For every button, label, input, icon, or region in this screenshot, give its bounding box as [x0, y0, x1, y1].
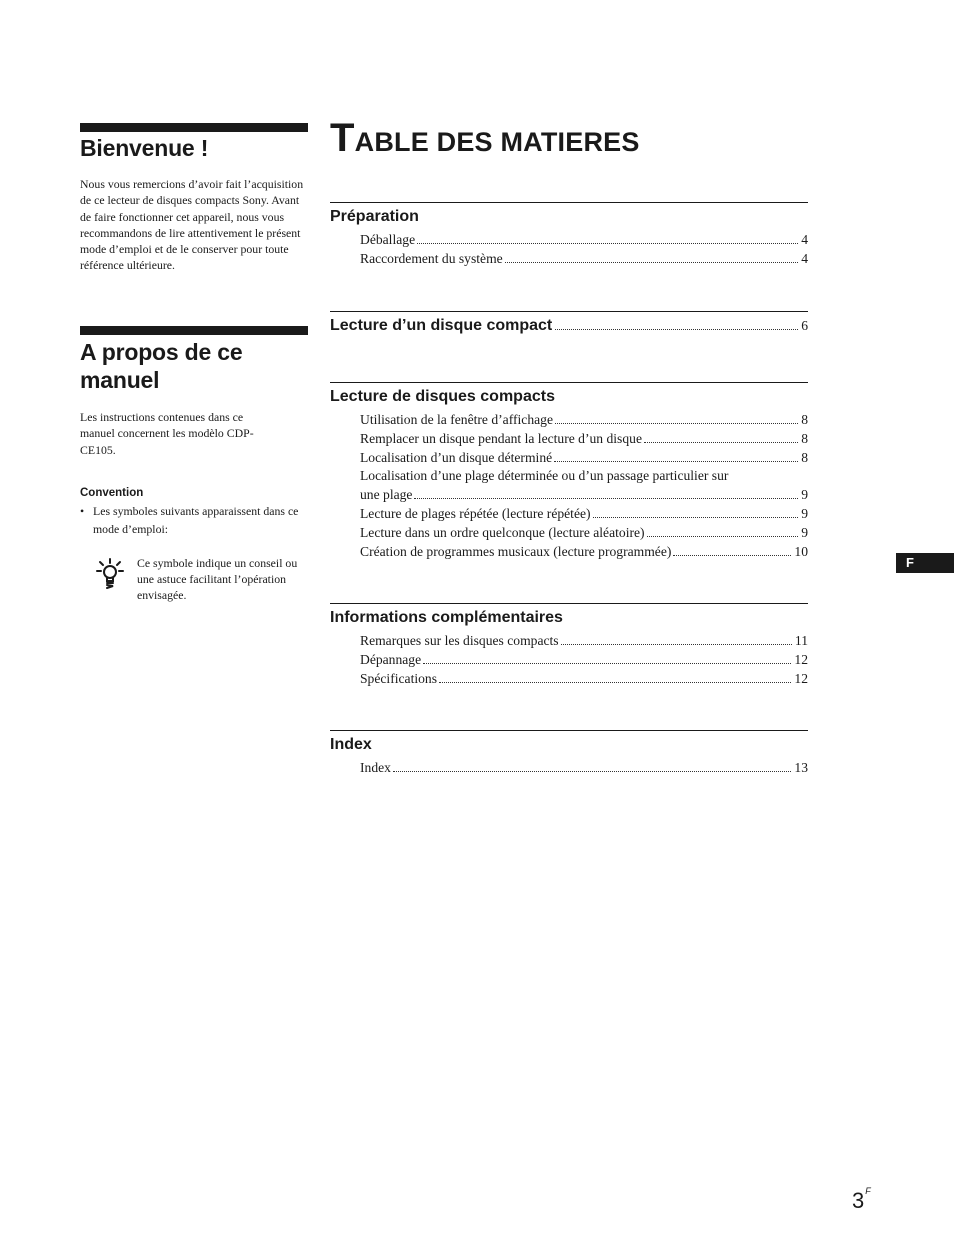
- toc-section-heading: Préparation: [330, 208, 419, 225]
- toc-entry[interactable]: Lecture dans un ordre quelconque (lecture aléatoire) 9: [360, 524, 808, 540]
- section-rule: [80, 123, 308, 132]
- bullet-mark: •: [80, 504, 85, 518]
- toc-entry[interactable]: Remarques sur les disques compacts 11: [360, 633, 808, 648]
- toc-section-heading: Index: [330, 736, 372, 753]
- toc-entry[interactable]: Création de programmes musicaux (lecture programmée) 10: [360, 543, 808, 559]
- toc-entry[interactable]: Index 13: [360, 760, 808, 775]
- language-tab: F: [896, 553, 954, 573]
- toc-entry[interactable]: Déballage 4: [360, 232, 808, 247]
- toc-section-lecture-disque[interactable]: [330, 311, 808, 336]
- convention-bullet-text: Les symboles suivants apparaissent dans ce mode d’emploi:: [93, 504, 299, 536]
- toc-entry[interactable]: Localisation d’une plage déterminée ou d’un passage particulier sur une plage 9: [360, 468, 808, 503]
- toc-title: TABLE DES MATIERES: [330, 116, 640, 160]
- about-body: Les instructions contenues dans ce manuel concernent les modèlo CDP-CE105.: [80, 410, 254, 457]
- tip-description: Ce symbole indique un conseil ou une astuce facilitant l’opération envisagée.: [137, 556, 298, 602]
- toc-section-index: [330, 730, 808, 778]
- toc-entry[interactable]: Spécifications 12: [360, 670, 808, 686]
- welcome-body: Nous vous remercions d’avoir fait l’acquisition de ce lecteur de disques compacts Sony. Avant de faire fonctionner cet appareil, nous vous recommandons de lire attentivement le présent mode d’emploi et de le conserver pour toute référence ultérieure.: [80, 177, 304, 273]
- toc-section-heading: Lecture d’un disque compact: [330, 317, 553, 334]
- toc-section-heading: Lecture de disques compacts: [330, 388, 555, 405]
- toc-page-number: 6: [801, 318, 808, 333]
- section-rule: [80, 326, 308, 335]
- toc-entry[interactable]: Localisation d’un disque déterminé 8: [360, 449, 808, 465]
- toc-section-lecture-disques: [330, 382, 808, 561]
- toc-section-informations: [330, 603, 808, 688]
- toc-entry[interactable]: Remplacer un disque pendant la lecture d’un disque 8: [360, 430, 808, 446]
- toc-section-heading: Informations complémentaires: [330, 609, 563, 626]
- about-heading: A propos de ce manuel: [80, 339, 243, 393]
- toc-entry[interactable]: Raccordement du système 4: [360, 250, 808, 266]
- page-number: $3^F$: [852, 1185, 871, 1213]
- toc-section-preparation: [330, 202, 808, 269]
- toc-entry[interactable]: Lecture de plages répétée (lecture répétée) 9: [360, 505, 808, 521]
- welcome-heading: Bienvenue !: [80, 135, 209, 161]
- toc-entry[interactable]: Dépannage 12: [360, 651, 808, 667]
- convention-heading: Convention: [80, 487, 144, 499]
- lightbulb-tip-icon: [96, 558, 124, 590]
- toc-entry[interactable]: Utilisation de la fenêtre d’affichage 8: [360, 412, 808, 427]
